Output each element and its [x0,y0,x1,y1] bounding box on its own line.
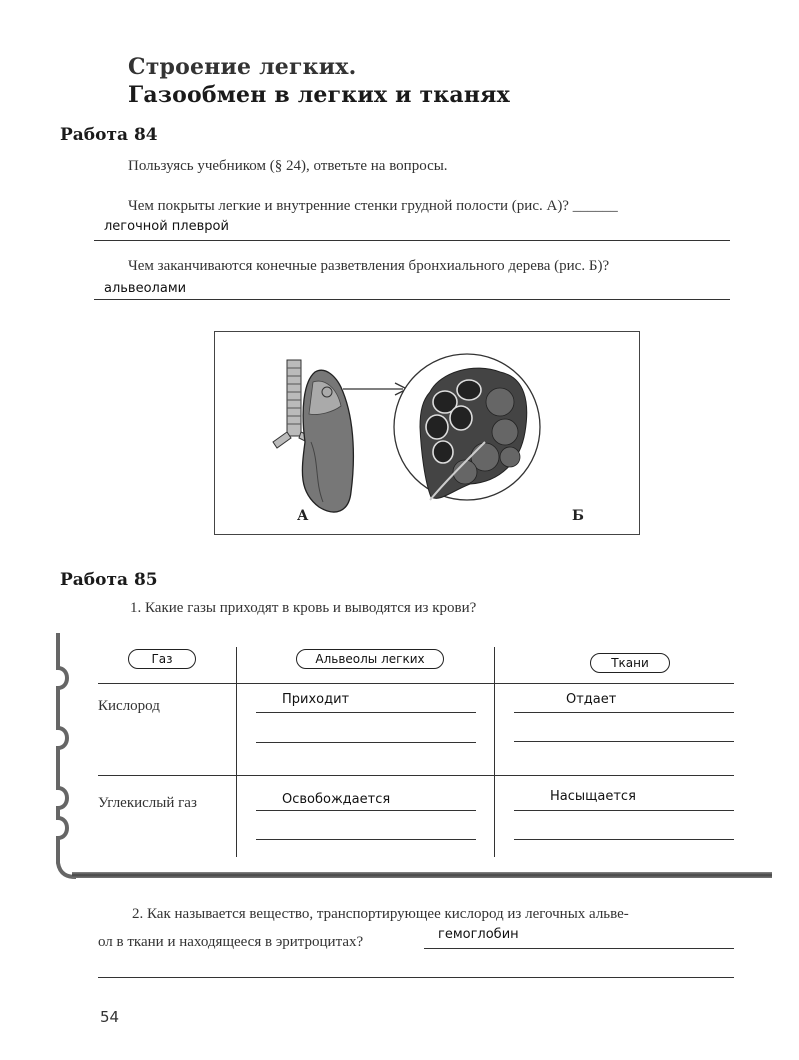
work84-answer2[interactable]: альвеолами [104,281,187,296]
answer-line [98,977,734,978]
table-column-divider [236,647,237,857]
answer-line [514,712,734,713]
work84-answer1[interactable]: легочной плеврой [104,219,229,234]
figure-label-b: Б [572,508,584,524]
arrow-right-icon [343,383,407,395]
work84-instruction: Пользуясь учебником (§ 24), ответьте на вопросы. [128,158,448,174]
answer-line [514,810,734,811]
table-row-gas-co2: Углекислый газ [98,795,197,811]
table-header-divider [98,683,734,684]
work85-question2-line1: 2. Как называется вещество, транспортирующее кислород из легочных альве- [132,906,629,922]
work85-question2-line2: ол в ткани и находящееся в эритроцитах? [98,934,364,950]
figure-label-a: А [297,508,309,524]
work84-heading: Работа 84 [60,125,158,145]
answer-line [514,839,734,840]
work85-heading: Работа 85 [60,570,158,590]
answer-line [424,948,734,949]
table-row-gas-oxygen: Кислород [98,698,160,714]
answer-line [94,240,730,241]
table-header-tissues: Ткани [590,653,670,673]
lung-figure [214,331,640,535]
page-title-line1: Строение легких. [128,54,357,80]
lung-illustration-svg [215,332,639,534]
work84-question1: Чем покрыты легкие и внутренние стенки грудной полости (рис. А)? ______ [128,198,618,214]
page-title-line2: Газообмен в легких и тканях [128,82,510,108]
answer-line [256,839,476,840]
notebook-spiral-icon [52,633,82,883]
answer-line [256,742,476,743]
work85-answer2[interactable]: гемоглобин [438,927,519,942]
alveoli-icon [394,354,540,500]
work84-question2: Чем заканчиваются конечные разветвления бронхиального дерева (рис. Б)? [128,258,610,274]
answer-line [514,741,734,742]
table-cell-co2-alveoli[interactable]: Освобождается [282,792,391,807]
table-bottom-border [72,872,772,878]
work85-question1: 1. Какие газы приходят в кровь и выводятся из крови? [130,600,477,616]
table-cell-oxygen-alveoli[interactable]: Приходит [282,692,350,707]
table-row-divider [98,775,734,776]
table-cell-oxygen-tissues[interactable]: Отдает [566,692,617,707]
answer-line [256,712,476,713]
table-cell-co2-tissues[interactable]: Насыщается [550,789,636,804]
page-number: 54 [100,1008,120,1026]
table-column-divider [494,647,495,857]
answer-line [256,810,476,811]
answer-line [94,299,730,300]
lung-icon [302,370,353,512]
table-header-gas: Газ [128,649,196,669]
table-header-alveoli: Альвеолы легких [296,649,444,669]
